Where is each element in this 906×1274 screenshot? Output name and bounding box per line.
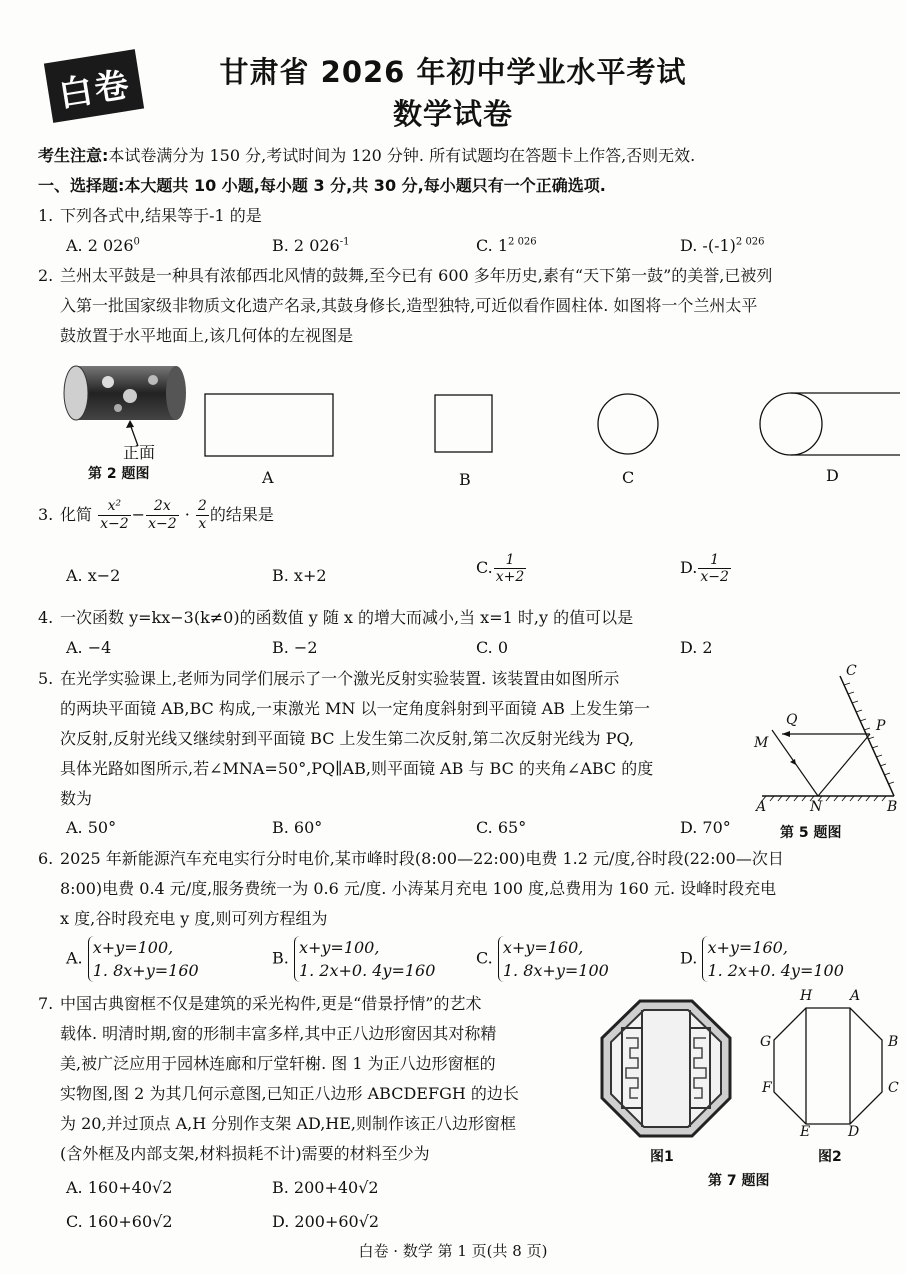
q4-option-c: C. 0: [476, 638, 509, 657]
question-7-line-6: (含外框及内部支架,材料损耗不计)需要的材料至少为: [60, 1144, 430, 1163]
ray-arrow: [782, 731, 790, 737]
q1-option-d: D. $-(-1)^{2 026}$: [680, 236, 765, 255]
fraction: $\frac{\text{x²}}{x-2}$: [100, 498, 129, 532]
q1-option-b: B. 2 $026^{-1}$: [272, 236, 350, 255]
section-heading: 一、选择题:本大题共 10 小题,每小题 3 分,共 30 分,每小题只有一个正确选项.: [38, 176, 606, 195]
window-photo-caption: 图1: [650, 1149, 674, 1165]
question-5-line-4: 具体光路如图所示,若∠MNA=50°,PQ∥AB,则平面镜 AB 与 BC 的夹角∠ABC 的度: [60, 759, 654, 778]
q6-option-d: D. x+y=160, 1. 2x+0. 4y=100: [680, 936, 844, 982]
q6-option-b: B. x+y=100, 1. 2x+0. 4y=160: [272, 936, 435, 982]
question-number: 1.: [38, 206, 54, 225]
vertex-h-label: H: [800, 988, 813, 1004]
drum-end-right: [166, 366, 186, 420]
q5-option-a: A. 50°: [66, 818, 117, 837]
q2-option-b-label: B: [459, 470, 471, 489]
point-a-label: A: [756, 799, 767, 815]
fraction: $\frac{2x}{x-2}$: [148, 498, 177, 532]
question-text: 下列各式中,结果等于-1 的是: [60, 206, 262, 225]
point-b-label: B: [887, 799, 898, 815]
q7-figure-caption: 第 7 题图: [708, 1173, 770, 1189]
q7-option-a: A. 160+40√2: [66, 1178, 173, 1197]
point-q-label: Q: [786, 712, 798, 728]
question-6-line-1: 6. 2025 年新能源汽车充电实行分时电价,某市峰时段(8:00—22:00)电费 1.2 元/度,谷时段(22:00—次日: [38, 849, 784, 868]
vertex-e-label: E: [800, 1124, 811, 1140]
q2-figure-caption: 第 2 题图: [88, 466, 150, 482]
question-3-stem: 3. 化简 $\frac{\text{x²}}{x-2}$ − $\frac{2x}{x-2}$ · $\frac{2}{x}$ 的结果是: [38, 498, 274, 532]
fraction: $\frac{2}{x}$: [197, 498, 207, 532]
q6-option-a: A. x+y=100, 1. 8x+y=160: [66, 936, 199, 982]
drum-image: [58, 358, 188, 448]
q4-option-a: A. −4: [66, 638, 112, 657]
ray-np: [818, 734, 870, 796]
question-2-line-3: 鼓放置于水平地面上,该几何体的左视图是: [60, 326, 354, 345]
candidate-notice: [38, 146, 695, 165]
equation-system: x+y=100, 1. 2x+0. 4y=160: [294, 936, 435, 982]
question-7-line-2: 载体. 明清时期,窗的形制丰富多样,其中正八边形窗因其对称精: [60, 1024, 497, 1043]
vertex-c-label: C: [888, 1080, 899, 1096]
q2-option-c-label: C: [622, 468, 635, 487]
question-6-line-2: 8:00)电费 0.4 元/度,服务费统一为 0.6 元/度. 小涛某月充电 100 度,总费用为 160 元. 设峰时段充电: [60, 879, 777, 898]
front-arrow-head: [126, 420, 134, 428]
notice-text: 本试卷满分为 150 分,考试时间为 120 分钟. 所有试题均在答题卡上作答,否则无效.: [108, 146, 696, 165]
question-5-line-2: 的两块平面镜 AB,BC 构成,一束激光 MN 以一定角度斜射到平面镜 AB 上发生第一: [60, 699, 650, 718]
point-p-label: P: [876, 718, 886, 734]
q5-option-b: B. 60°: [272, 818, 323, 837]
q2-view-options: [200, 392, 906, 462]
vertex-f-label: F: [762, 1080, 772, 1096]
question-2-line-1: 2. 兰州太平鼓是一种具有浓郁西北风情的鼓舞,至今已有 600 多年历史,素有“天下第一鼓”的美誉,已被列: [38, 266, 773, 285]
question-6-line-3: x 度,谷时段充电 y 度,则可列方程组为: [60, 909, 328, 928]
point-n-label: N: [810, 799, 823, 815]
question-7-line-5: 为 20,并过顶点 A,H 分别作支架 AD,HE,则制作该正八边形窗框: [60, 1114, 517, 1133]
window-photo: [596, 998, 736, 1140]
q5-figure-caption: 第 5 题图: [780, 825, 842, 841]
page-footer: 白卷 · 数学 第 1 页(共 8 页): [358, 1242, 548, 1260]
drum-pattern-dot: [114, 404, 122, 412]
question-7-line-3: 美,被广泛应用于园林连廊和厅堂轩榭. 图 1 为正八边形窗框的: [60, 1054, 496, 1073]
vertex-d-label: D: [848, 1124, 860, 1140]
q5-option-d: D. 70°: [680, 818, 731, 837]
vertex-g-label: G: [760, 1034, 772, 1050]
equation-system: x+y=100, 1. 8x+y=160: [88, 936, 199, 982]
q7-option-c: C. 160+60√2: [66, 1212, 173, 1231]
paper-badge: 白卷: [44, 49, 144, 123]
view-b-square: [435, 395, 492, 452]
question-7-line-4: 实物图,图 2 为其几何示意图,已知正八边形 ABCDEFGH 的边长: [60, 1084, 519, 1103]
exam-subtitle: 数学试卷: [392, 97, 513, 131]
front-label: 正面: [123, 443, 156, 462]
drum-end-left: [64, 366, 88, 420]
view-c-circle: [598, 394, 658, 454]
q6-option-c: C. x+y=160, 1. 8x+y=100: [476, 936, 609, 982]
point-c-label: C: [846, 663, 857, 679]
q3-option-a: A. x−2: [66, 566, 121, 585]
q7-option-d: D. 200+60√2: [272, 1212, 380, 1231]
question-7-line-1: 7. 中国古典窗框不仅是建筑的采光构件,更是“借景抒情”的艺术: [38, 994, 482, 1013]
q3-option-c: C. $\frac{1}{x+2}$: [476, 552, 525, 585]
q5-option-c: C. 65°: [476, 818, 527, 837]
notice-label: 考生注意:: [38, 146, 109, 165]
question-5-line-1: 5. 在光学实验课上,老师为同学们展示了一个激光反射实验装置. 该装置由如图所示: [38, 669, 620, 688]
question-5-line-5: 数为: [60, 789, 93, 808]
q1-option-c: C. $1^{2 026}$: [476, 236, 537, 255]
drum-pattern-dot: [102, 376, 114, 388]
view-d-circle: [760, 393, 822, 455]
equation-system: x+y=160, 1. 2x+0. 4y=100: [702, 936, 843, 982]
q4-option-d: D. 2: [680, 638, 713, 657]
question-4-stem: 4. 一次函数 y=kx−3(k≠0)的函数值 y 随 x 的增大而减小,当 x=1 时,y 的值可以是: [38, 608, 634, 627]
octagon-abcdefgh: [774, 1008, 882, 1124]
q7-option-b: B. 200+40√2: [272, 1178, 379, 1197]
view-a-rectangle: [205, 394, 333, 456]
question-5-line-3: 次反射,反射光线又继续射到平面镜 BC 上发生第二次反射,第二次反射光线为 PQ,: [60, 729, 634, 748]
drum-pattern-dot: [123, 389, 137, 403]
point-m-label: M: [754, 735, 769, 751]
q2-option-a-label: A: [262, 468, 274, 487]
q3-option-d: D. $\frac{1}{x-2}$: [680, 552, 729, 585]
exam-title: 甘肃省 2026 年初中学业水平考试: [219, 55, 687, 89]
octagon-diagram: [770, 1002, 890, 1142]
vertex-a-label: A: [850, 988, 861, 1004]
q3-option-b: B. x+2: [272, 566, 327, 585]
equation-system: x+y=160, 1. 8x+y=100: [498, 936, 609, 982]
question-1-stem: [38, 206, 262, 225]
q2-option-d-label: D: [826, 466, 839, 485]
q1-option-a: A. 2 $026^0$: [66, 236, 140, 255]
octagon-diagram-caption: 图2: [818, 1149, 842, 1165]
question-2-line-2: 入第一批国家级非物质文化遗产名录,其鼓身修长,造型独特,可近似看作圆柱体. 如图将一个兰州太平: [60, 296, 758, 315]
drum-pattern-dot: [148, 375, 158, 385]
vertex-b-label: B: [888, 1034, 899, 1050]
q5-mirror-diagram: [752, 664, 902, 814]
q4-option-b: B. −2: [272, 638, 318, 657]
